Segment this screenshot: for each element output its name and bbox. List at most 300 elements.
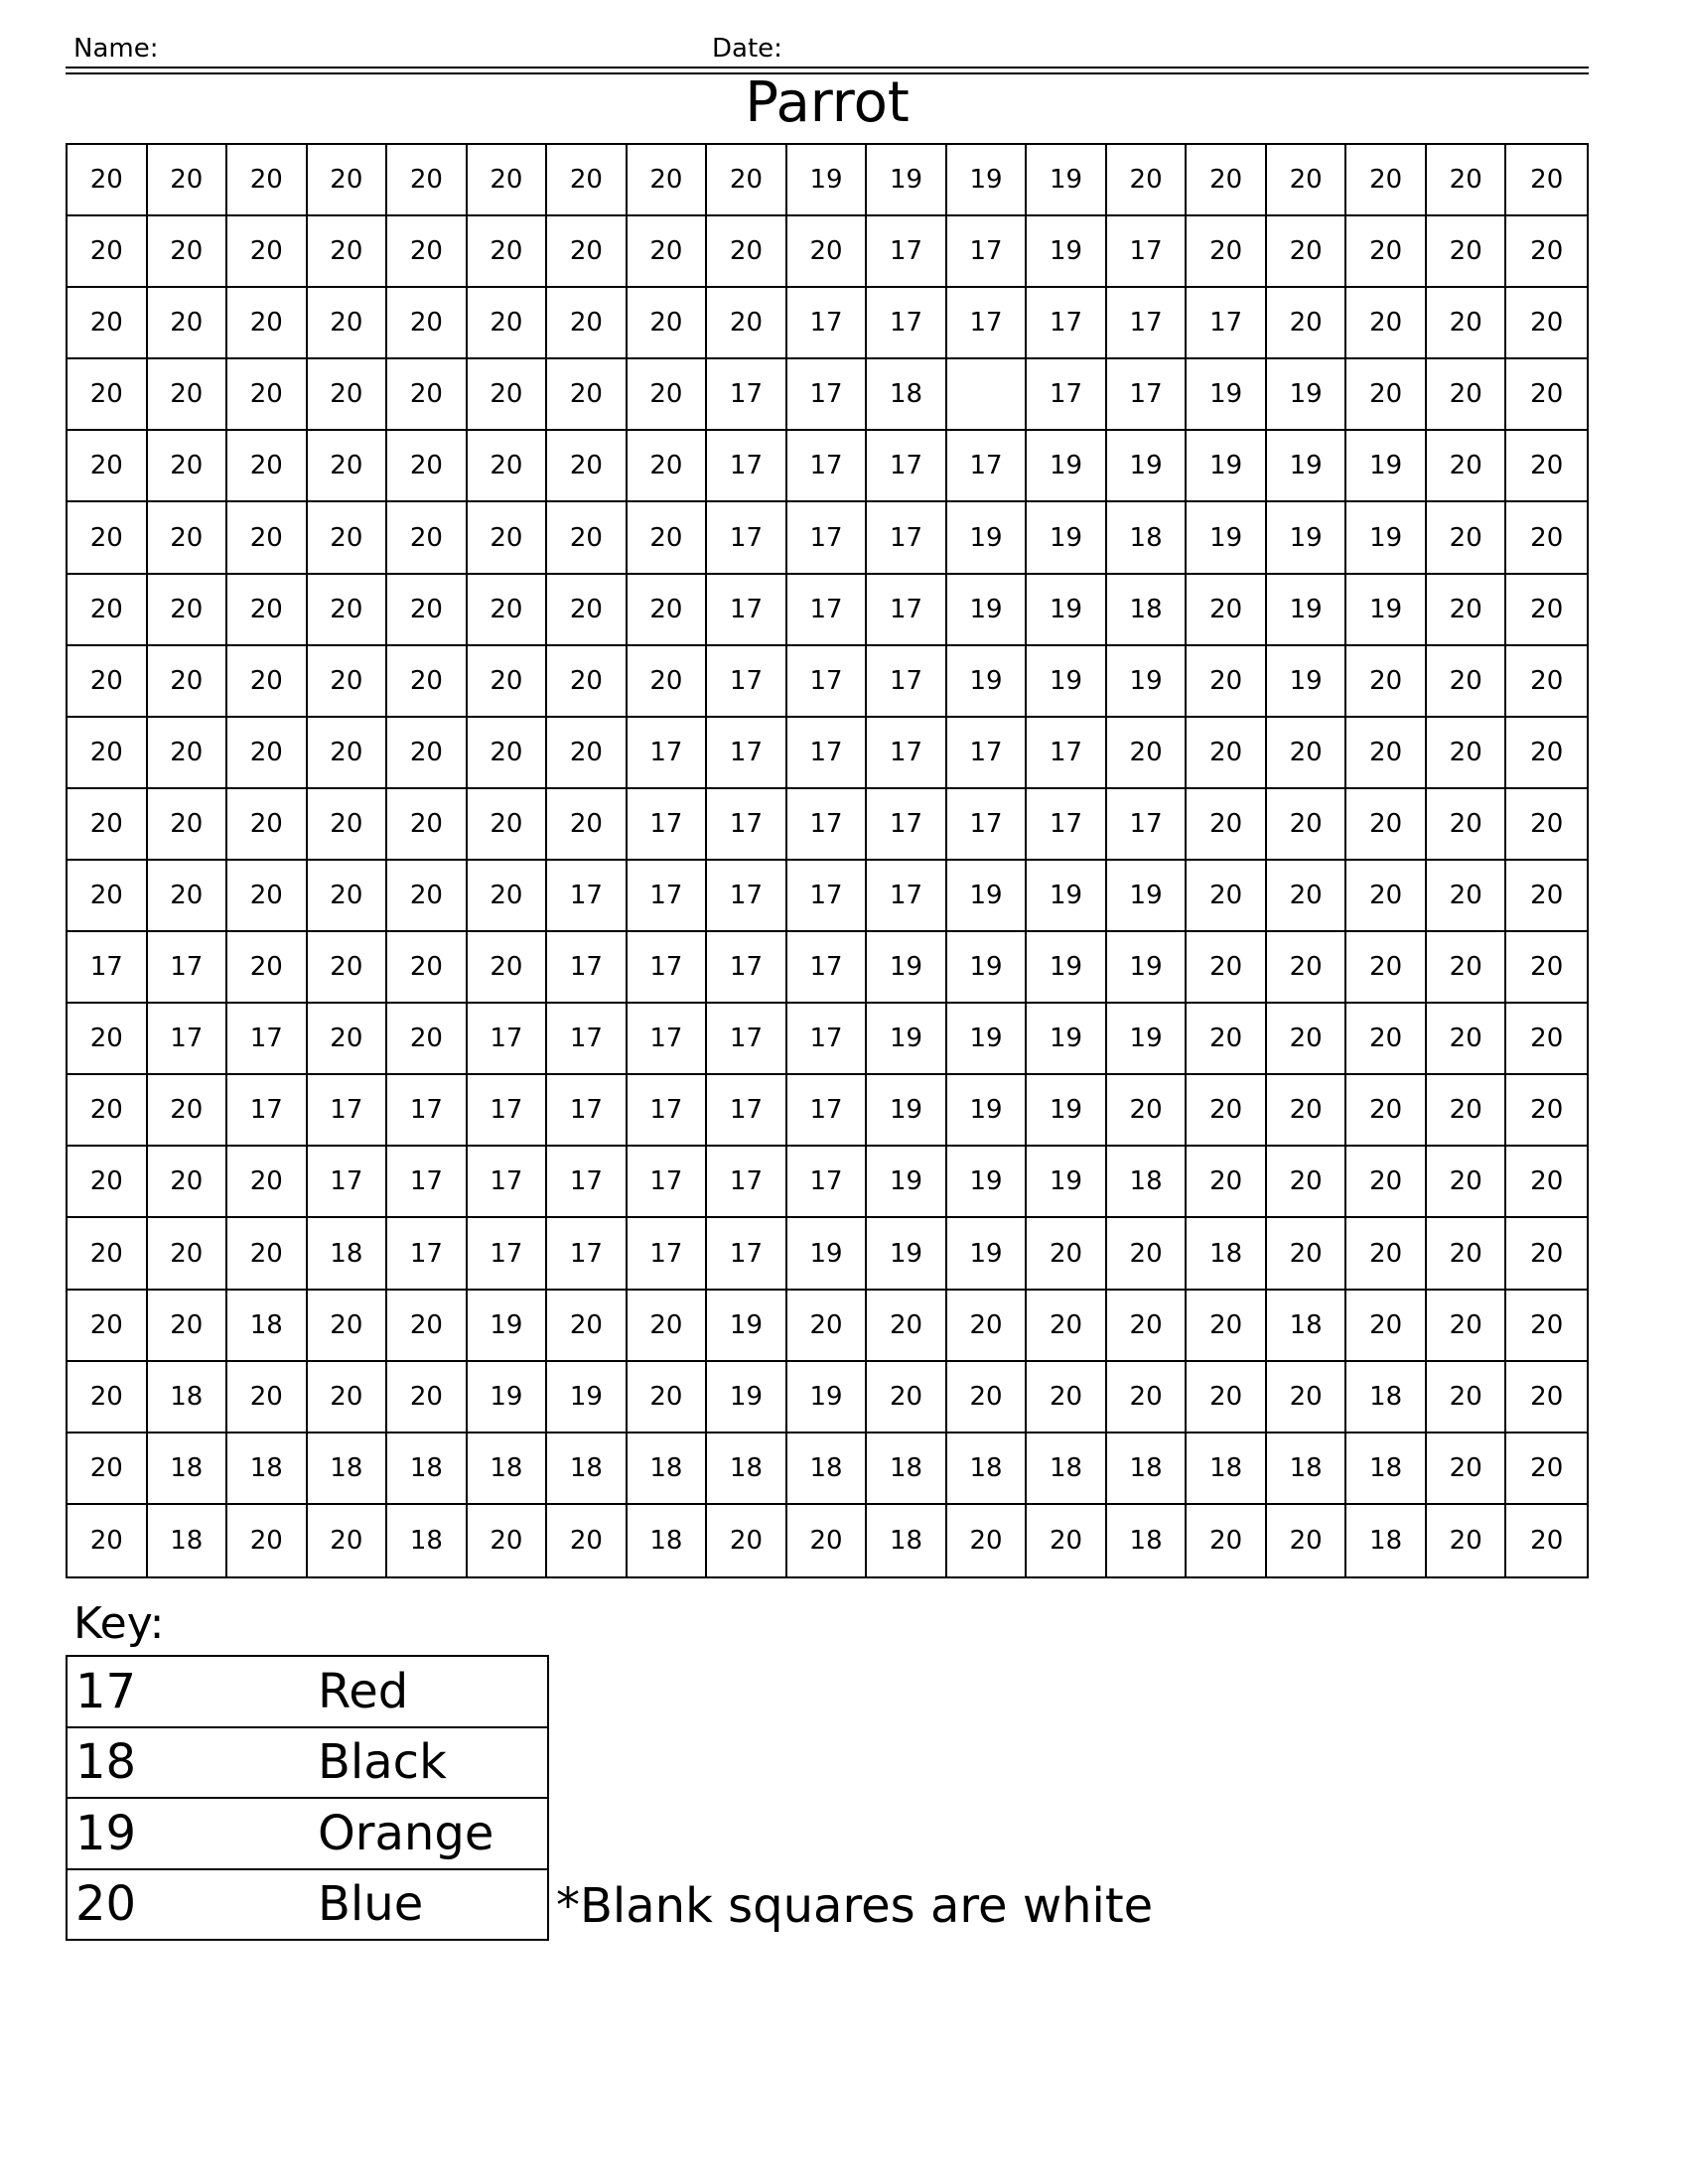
grid-cell: 19 bbox=[1027, 575, 1107, 646]
grid-cell: 17 bbox=[628, 1147, 708, 1218]
grid-cell: 20 bbox=[1107, 1075, 1188, 1147]
grid-cell: 17 bbox=[787, 431, 868, 502]
grid-cell: 20 bbox=[1346, 932, 1427, 1004]
grid-cell: 20 bbox=[1187, 1505, 1267, 1576]
grid-cell: 20 bbox=[547, 789, 628, 861]
grid-cell: 20 bbox=[1346, 861, 1427, 932]
grid-cell: 19 bbox=[947, 145, 1028, 216]
grid-cell: 20 bbox=[1530, 1525, 1564, 1556]
grid-cell: 20 bbox=[1267, 1218, 1347, 1290]
grid-cell: 20 bbox=[468, 359, 548, 431]
grid-cell: 19 bbox=[547, 1362, 628, 1433]
grid-cell: 20 bbox=[387, 216, 468, 288]
grid-cell: 17 bbox=[387, 1075, 468, 1147]
grid-cell: 20 bbox=[148, 145, 228, 216]
grid-cell: 20 bbox=[1427, 359, 1507, 431]
grid-cell: 17 bbox=[867, 431, 947, 502]
grid-cell: 20 bbox=[227, 502, 308, 574]
grid-cell: 20 bbox=[1427, 718, 1507, 789]
grid-cell: 19 bbox=[867, 1004, 947, 1075]
grid-cell: 18 bbox=[787, 1433, 868, 1505]
grid-cell: 20 bbox=[547, 575, 628, 646]
grid-cell: 17 bbox=[867, 216, 947, 288]
grid-cell: 19 bbox=[1027, 932, 1107, 1004]
grid-cell: 20 bbox=[387, 932, 468, 1004]
grid-cell: 20 bbox=[867, 1291, 947, 1362]
color-key-table bbox=[66, 1655, 549, 1941]
grid-cell: 19 bbox=[947, 1147, 1028, 1218]
key-number: 17 bbox=[75, 1663, 137, 1719]
grid-cell: 20 bbox=[387, 431, 468, 502]
grid-cell: 20 bbox=[468, 431, 548, 502]
grid-cell: 17 bbox=[787, 502, 868, 574]
grid-cell: 19 bbox=[1027, 145, 1107, 216]
grid-cell: 20 bbox=[308, 502, 388, 574]
grid-cell: 20 bbox=[1187, 145, 1267, 216]
grid-cell: 20 bbox=[707, 1505, 787, 1576]
grid-cell: 20 bbox=[308, 359, 388, 431]
grid-cell: 20 bbox=[227, 359, 308, 431]
grid-cell: 18 bbox=[867, 1505, 947, 1576]
grid-cell: 17 bbox=[148, 932, 228, 1004]
grid-cell: 18 bbox=[308, 1218, 388, 1290]
grid-cell: 17 bbox=[707, 1004, 787, 1075]
grid-cell: 19 bbox=[1027, 1004, 1107, 1075]
grid-cell: 20 bbox=[68, 1505, 148, 1576]
grid-cell: 17 bbox=[787, 718, 868, 789]
grid-cell: 20 bbox=[68, 1075, 148, 1147]
grid-cell: 20 bbox=[1187, 718, 1267, 789]
grid-cell: 18 bbox=[628, 1433, 708, 1505]
grid-cell: 17 bbox=[547, 1147, 628, 1218]
grid-cell: 17 bbox=[227, 1075, 308, 1147]
grid-cell: 20 bbox=[1107, 1218, 1188, 1290]
grid-cell: 20 bbox=[387, 718, 468, 789]
grid-cell: 20 bbox=[308, 288, 388, 359]
grid-cell: 20 bbox=[68, 502, 148, 574]
grid-cell: 17 bbox=[867, 502, 947, 574]
grid-cell: 20 bbox=[1427, 216, 1507, 288]
key-number: 20 bbox=[75, 1876, 137, 1933]
grid-cell: 19 bbox=[1027, 502, 1107, 574]
grid-cell: 20 bbox=[1267, 1147, 1347, 1218]
grid-cell: 20 bbox=[148, 1075, 228, 1147]
grid-cell: 20 bbox=[148, 718, 228, 789]
grid-cell: 20 bbox=[68, 145, 148, 216]
grid-cell: 17 bbox=[787, 789, 868, 861]
grid-cell: 17 bbox=[628, 932, 708, 1004]
grid-cell: 19 bbox=[867, 932, 947, 1004]
grid-cell: 20 bbox=[547, 359, 628, 431]
grid-cell: 20 bbox=[468, 932, 548, 1004]
grid-cell: 20 bbox=[1267, 1004, 1347, 1075]
grid-cell: 20 bbox=[1187, 575, 1267, 646]
grid-cell: 20 bbox=[68, 1147, 148, 1218]
grid-cell: 20 bbox=[148, 431, 228, 502]
grid-cell: 20 bbox=[68, 861, 148, 932]
grid-cell: 20 bbox=[628, 502, 708, 574]
grid-cell: 20 bbox=[1427, 1147, 1507, 1218]
grid-cell: 20 bbox=[867, 1362, 947, 1433]
grid-cell: 17 bbox=[867, 288, 947, 359]
grid-cell: 17 bbox=[787, 1075, 868, 1147]
grid-cell: 17 bbox=[707, 431, 787, 502]
grid-cell: 20 bbox=[308, 1291, 388, 1362]
grid-cell: 17 bbox=[547, 1218, 628, 1290]
grid-cell: 20 bbox=[1506, 1362, 1587, 1433]
date-label: Date: bbox=[712, 34, 782, 64]
grid-cell: 18 bbox=[867, 1433, 947, 1505]
grid-cell: 20 bbox=[387, 789, 468, 861]
grid-cell: 18 bbox=[227, 1433, 308, 1505]
grid-cell: 17 bbox=[308, 1075, 388, 1147]
grid-cell: 17 bbox=[1107, 288, 1188, 359]
grid-cell: 17 bbox=[707, 861, 787, 932]
grid-cell: 20 bbox=[468, 718, 548, 789]
grid-cell: 20 bbox=[947, 1505, 1028, 1576]
grid-cell: 20 bbox=[1427, 1362, 1507, 1433]
grid-cell: 17 bbox=[1107, 216, 1188, 288]
grid-cell: 20 bbox=[227, 789, 308, 861]
grid-cell: 20 bbox=[547, 1291, 628, 1362]
grid-cell: 20 bbox=[387, 646, 468, 718]
grid-cell: 20 bbox=[387, 1362, 468, 1433]
grid-cell: 17 bbox=[628, 861, 708, 932]
grid-cell: 20 bbox=[68, 1362, 148, 1433]
grid-cell: 20 bbox=[547, 288, 628, 359]
grid-cell: 17 bbox=[787, 575, 868, 646]
grid-cell: 20 bbox=[387, 1004, 468, 1075]
grid-cell: 17 bbox=[387, 1147, 468, 1218]
grid-cell: 18 bbox=[1187, 1433, 1267, 1505]
grid-cell: 20 bbox=[68, 288, 148, 359]
grid-cell: 20 bbox=[387, 575, 468, 646]
grid-cell: 20 bbox=[227, 1362, 308, 1433]
grid-cell: 17 bbox=[707, 502, 787, 574]
grid-cell: 20 bbox=[1506, 216, 1587, 288]
grid-cell: 20 bbox=[468, 1505, 548, 1576]
grid-cell: 20 bbox=[787, 1505, 868, 1576]
grid-cell: 19 bbox=[1346, 502, 1427, 574]
grid-cell: 18 bbox=[1107, 1147, 1188, 1218]
grid-cell: 20 bbox=[1346, 145, 1427, 216]
grid-cell: 20 bbox=[1427, 575, 1507, 646]
grid-cell: 20 bbox=[68, 575, 148, 646]
grid-cell: 19 bbox=[1267, 575, 1347, 646]
grid-cell: 20 bbox=[468, 861, 548, 932]
grid-cell: 20 bbox=[1506, 431, 1587, 502]
grid-cell: 19 bbox=[1107, 932, 1188, 1004]
grid-cell: 19 bbox=[1346, 575, 1427, 646]
grid-cell: 19 bbox=[1107, 431, 1188, 502]
grid-cell: 20 bbox=[1267, 861, 1347, 932]
grid-cell: 19 bbox=[1027, 216, 1107, 288]
grid-cell: 20 bbox=[308, 1505, 388, 1576]
grid-cell: 17 bbox=[628, 718, 708, 789]
grid-cell: 17 bbox=[628, 1075, 708, 1147]
grid-cell: 19 bbox=[1027, 646, 1107, 718]
grid-cell: 20 bbox=[1187, 1004, 1267, 1075]
grid-cell: 20 bbox=[547, 1505, 628, 1576]
grid-cell: 20 bbox=[1427, 1505, 1507, 1576]
grid-cell: 17 bbox=[947, 216, 1028, 288]
grid-cell: 17 bbox=[707, 1147, 787, 1218]
grid-cell: 20 bbox=[1107, 145, 1188, 216]
grid-cell: 17 bbox=[468, 1147, 548, 1218]
grid-cell: 19 bbox=[1107, 646, 1188, 718]
grid-cell: 17 bbox=[707, 1218, 787, 1290]
grid-cell: 19 bbox=[947, 932, 1028, 1004]
grid-cell: 20 bbox=[1506, 1291, 1587, 1362]
grid-cell: 18 bbox=[227, 1291, 308, 1362]
grid-cell: 20 bbox=[1346, 216, 1427, 288]
grid-cell: 20 bbox=[1267, 216, 1347, 288]
grid-cell: 17 bbox=[947, 789, 1028, 861]
grid-cell: 19 bbox=[1027, 431, 1107, 502]
key-row bbox=[68, 1870, 547, 1940]
grid-cell: 20 bbox=[1506, 932, 1587, 1004]
grid-cell: 20 bbox=[308, 1004, 388, 1075]
grid-cell: 18 bbox=[1346, 1505, 1427, 1576]
grid-cell: 19 bbox=[947, 646, 1028, 718]
grid-cell: 19 bbox=[947, 1218, 1028, 1290]
grid-cell: 18 bbox=[148, 1505, 228, 1576]
key-color-name: Black bbox=[318, 1734, 447, 1791]
grid-cell: 18 bbox=[947, 1433, 1028, 1505]
grid-cell: 20 bbox=[1506, 718, 1587, 789]
grid-cell: 20 bbox=[1427, 789, 1507, 861]
grid-cell: 19 bbox=[947, 1004, 1028, 1075]
grid-cell: 20 bbox=[308, 1362, 388, 1433]
grid-cell: 20 bbox=[227, 932, 308, 1004]
grid-cell: 17 bbox=[1107, 789, 1188, 861]
grid-cell: 20 bbox=[308, 216, 388, 288]
grid-cell: 20 bbox=[387, 502, 468, 574]
grid-cell: 20 bbox=[308, 932, 388, 1004]
grid-cell: 20 bbox=[1427, 1004, 1507, 1075]
grid-cell: 20 bbox=[468, 646, 548, 718]
grid-cell: 18 bbox=[468, 1433, 548, 1505]
grid-cell: 17 bbox=[1107, 359, 1188, 431]
grid-cell: 20 bbox=[227, 718, 308, 789]
grid-cell: 20 bbox=[707, 216, 787, 288]
grid-cell: 20 bbox=[468, 145, 548, 216]
grid-cell: 17 bbox=[547, 861, 628, 932]
grid-cell: 20 bbox=[787, 216, 868, 288]
grid-cell: 17 bbox=[468, 1075, 548, 1147]
grid-cell: 20 bbox=[1506, 1075, 1587, 1147]
grid-cell: 20 bbox=[1267, 932, 1347, 1004]
key-title: Key: bbox=[73, 1598, 165, 1649]
grid-cell: 18 bbox=[1027, 1433, 1107, 1505]
grid-cell-blank bbox=[947, 359, 1028, 431]
grid-cell: 20 bbox=[628, 431, 708, 502]
grid-cell: 20 bbox=[227, 288, 308, 359]
grid-cell: 20 bbox=[68, 646, 148, 718]
grid-cell: 19 bbox=[707, 1291, 787, 1362]
grid-cell: 20 bbox=[468, 216, 548, 288]
grid-cell: 20 bbox=[308, 646, 388, 718]
grid-cell: 17 bbox=[547, 932, 628, 1004]
grid-cell: 17 bbox=[468, 1004, 548, 1075]
grid-cell: 20 bbox=[1187, 861, 1267, 932]
grid-cell: 20 bbox=[1506, 646, 1587, 718]
grid-cell: 20 bbox=[628, 359, 708, 431]
grid-cell: 20 bbox=[1427, 932, 1507, 1004]
grid-cell: 20 bbox=[628, 1291, 708, 1362]
grid-cell: 20 bbox=[628, 575, 708, 646]
grid-cell: 18 bbox=[148, 1362, 228, 1433]
grid-cell: 17 bbox=[787, 1004, 868, 1075]
grid-cell: 17 bbox=[628, 1004, 708, 1075]
grid-cell: 20 bbox=[1267, 1505, 1347, 1576]
grid-cell: 20 bbox=[227, 1505, 308, 1576]
grid-cell: 20 bbox=[1506, 861, 1587, 932]
grid-cell: 20 bbox=[1267, 718, 1347, 789]
grid-cell: 20 bbox=[1267, 1362, 1347, 1433]
grid-cell: 20 bbox=[1427, 1218, 1507, 1290]
grid-cell: 20 bbox=[628, 646, 708, 718]
grid-cell: 20 bbox=[68, 718, 148, 789]
grid-cell: 20 bbox=[148, 1291, 228, 1362]
grid-cell: 18 bbox=[387, 1505, 468, 1576]
grid-cell: 20 bbox=[1506, 502, 1587, 574]
grid-cell: 17 bbox=[547, 1075, 628, 1147]
grid-cell: 19 bbox=[1107, 861, 1188, 932]
grid-cell: 18 bbox=[1187, 1218, 1267, 1290]
grid-cell: 20 bbox=[227, 1147, 308, 1218]
grid-cell: 20 bbox=[1187, 216, 1267, 288]
grid-cell: 17 bbox=[707, 718, 787, 789]
grid-cell: 20 bbox=[947, 1291, 1028, 1362]
grid-cell: 20 bbox=[1506, 1004, 1587, 1075]
grid-cell: 20 bbox=[308, 718, 388, 789]
grid-cell: 17 bbox=[707, 932, 787, 1004]
grid-cell: 19 bbox=[1107, 1004, 1188, 1075]
grid-cell: 20 bbox=[1427, 1433, 1507, 1505]
grid-cell: 20 bbox=[1427, 861, 1507, 932]
grid-cell: 20 bbox=[1506, 1218, 1587, 1290]
grid-cell: 18 bbox=[867, 359, 947, 431]
grid-cell: 19 bbox=[1187, 359, 1267, 431]
key-row bbox=[68, 1799, 547, 1870]
grid-cell: 17 bbox=[468, 1218, 548, 1290]
grid-cell: 20 bbox=[628, 288, 708, 359]
grid-cell: 20 bbox=[148, 789, 228, 861]
grid-cell: 19 bbox=[1267, 359, 1347, 431]
grid-cell: 20 bbox=[547, 216, 628, 288]
grid-cell: 20 bbox=[1506, 359, 1587, 431]
grid-cell: 20 bbox=[547, 646, 628, 718]
grid-cell: 20 bbox=[1187, 1362, 1267, 1433]
grid-cell: 17 bbox=[148, 1004, 228, 1075]
grid-cell: 20 bbox=[1346, 359, 1427, 431]
grid-cell: 17 bbox=[707, 359, 787, 431]
grid-cell: 20 bbox=[1346, 288, 1427, 359]
grid-cell: 20 bbox=[68, 1004, 148, 1075]
grid-cell: 17 bbox=[227, 1004, 308, 1075]
grid-cell: 20 bbox=[1187, 646, 1267, 718]
grid-cell: 20 bbox=[628, 145, 708, 216]
grid-cell: 20 bbox=[1427, 502, 1507, 574]
grid-cell: 17 bbox=[787, 359, 868, 431]
grid-cell: 20 bbox=[227, 1218, 308, 1290]
grid-cell: 20 bbox=[707, 288, 787, 359]
grid-cell: 18 bbox=[707, 1433, 787, 1505]
grid-cell: 19 bbox=[1267, 431, 1347, 502]
grid-cell: 20 bbox=[148, 646, 228, 718]
grid-cell: 20 bbox=[1187, 1291, 1267, 1362]
grid-cell: 20 bbox=[308, 575, 388, 646]
grid-cell: 18 bbox=[1107, 502, 1188, 574]
grid-cell: 17 bbox=[547, 1004, 628, 1075]
grid-cell: 19 bbox=[1346, 431, 1427, 502]
grid-cell: 20 bbox=[787, 1291, 868, 1362]
grid-cell: 20 bbox=[1506, 575, 1587, 646]
grid-cell: 18 bbox=[387, 1433, 468, 1505]
grid-cell: 20 bbox=[1187, 932, 1267, 1004]
grid-cell: 17 bbox=[707, 646, 787, 718]
grid-cell: 19 bbox=[1267, 646, 1347, 718]
grid-cell: 20 bbox=[1506, 1147, 1587, 1218]
grid-cell: 20 bbox=[148, 359, 228, 431]
grid-cell: 18 bbox=[1107, 1433, 1188, 1505]
grid-cell: 17 bbox=[387, 1218, 468, 1290]
grid-cell: 20 bbox=[1187, 1075, 1267, 1147]
grid-cell: 17 bbox=[787, 288, 868, 359]
grid-cell: 20 bbox=[1107, 718, 1188, 789]
grid-cell: 20 bbox=[1506, 145, 1587, 216]
grid-cell: 20 bbox=[1027, 1218, 1107, 1290]
grid-cell: 19 bbox=[787, 1218, 868, 1290]
grid-cell: 17 bbox=[947, 288, 1028, 359]
grid-cell: 17 bbox=[707, 575, 787, 646]
grid-cell: 18 bbox=[1346, 1362, 1427, 1433]
name-label: Name: bbox=[73, 34, 159, 64]
grid-cell: 20 bbox=[1427, 646, 1507, 718]
grid-cell: 20 bbox=[1427, 431, 1507, 502]
grid-cell: 19 bbox=[1027, 1147, 1107, 1218]
grid-cell: 17 bbox=[707, 789, 787, 861]
page-title: Parrot bbox=[745, 70, 910, 135]
grid-cell: 17 bbox=[628, 1218, 708, 1290]
grid-cell: 20 bbox=[387, 359, 468, 431]
grid-cell: 20 bbox=[387, 1291, 468, 1362]
grid-cell: 20 bbox=[68, 359, 148, 431]
grid-cell: 17 bbox=[1027, 789, 1107, 861]
grid-cell: 19 bbox=[468, 1291, 548, 1362]
grid-cell: 20 bbox=[308, 431, 388, 502]
grid-cell: 19 bbox=[1187, 431, 1267, 502]
grid-cell: 20 bbox=[227, 575, 308, 646]
grid-cell: 19 bbox=[707, 1362, 787, 1433]
grid-cell: 19 bbox=[787, 145, 868, 216]
key-row bbox=[68, 1657, 547, 1728]
grid-cell: 20 bbox=[1506, 288, 1587, 359]
grid-cell: 20 bbox=[148, 1147, 228, 1218]
grid-cell: 20 bbox=[1346, 1075, 1427, 1147]
grid-cell: 20 bbox=[1506, 1433, 1587, 1505]
grid-cell: 20 bbox=[227, 431, 308, 502]
grid-cell: 20 bbox=[1506, 789, 1587, 861]
grid-cell: 20 bbox=[468, 789, 548, 861]
grid-cell: 18 bbox=[1346, 1433, 1427, 1505]
grid-cell: 20 bbox=[227, 216, 308, 288]
grid-cell: 20 bbox=[68, 1433, 148, 1505]
grid-cell: 19 bbox=[947, 861, 1028, 932]
grid-cell: 17 bbox=[68, 932, 148, 1004]
grid-cell: 20 bbox=[1027, 1505, 1107, 1576]
